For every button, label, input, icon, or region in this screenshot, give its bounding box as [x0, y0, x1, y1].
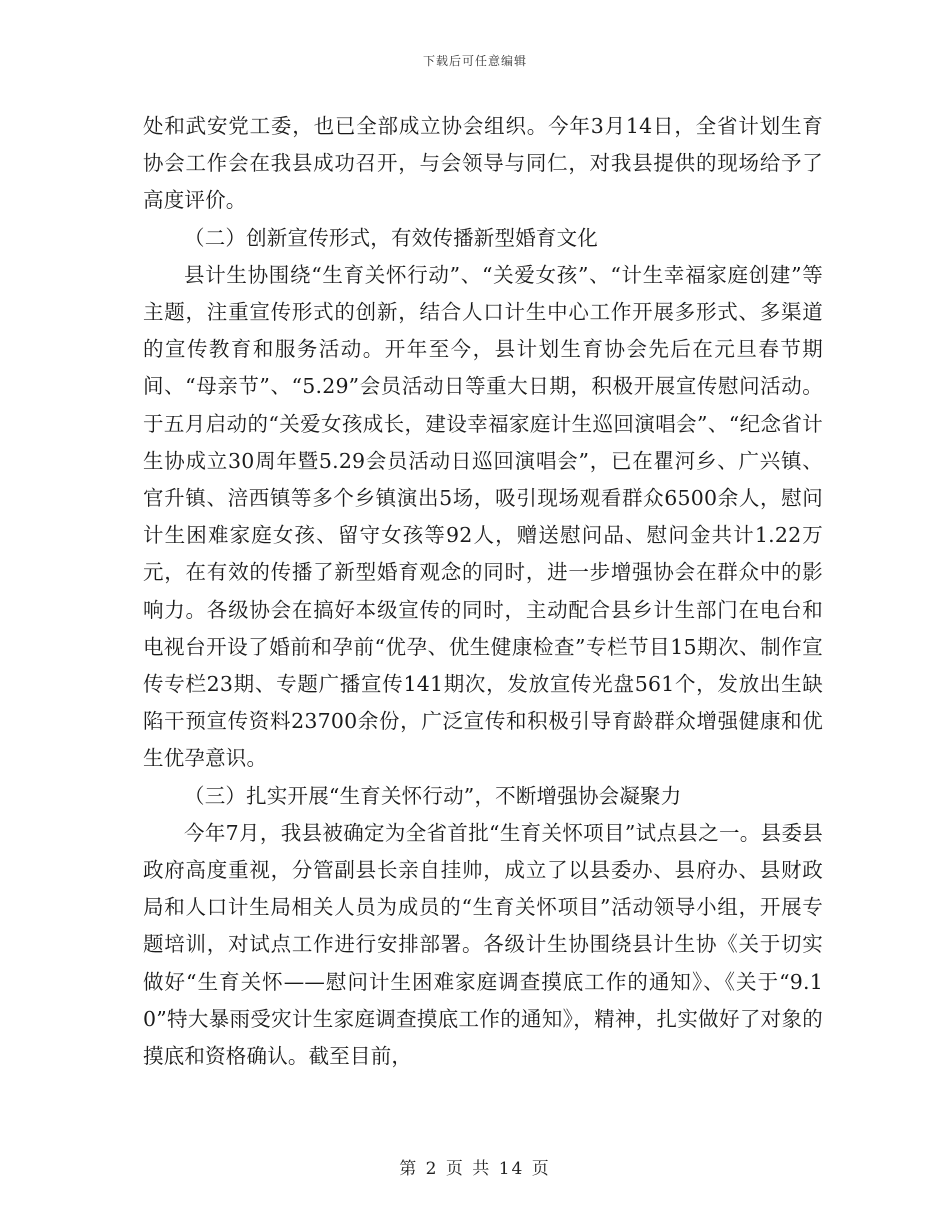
paragraph-1: 处和武安党工委，也已全部成立协会组织。今年3月14日，全省计划生育协会工作会在我县成功召开，与会领导与同仁，对我县提供的现场给予了高度评价。	[143, 114, 823, 213]
page-footer: 第 2 页 共 14 页	[399, 1159, 551, 1179]
paragraph-3: 县计生协围绕“生育关怀行动”、“关爱女孩”、“计生幸福家庭创建”等主题，注重宣传形式的创新，结合人口计生中心工作开展多形式、多渠道的宣传教育和服务活动。开年至今，县计划生育协会先后在元旦春节期间、“母亲节”、“5.29”会员活动日等重大日期，积极开展宣传慰问活动。于五月启动的“关爱女孩成长，建设幸福家庭计生巡回演唱会”、“纪念省计生协成立30周年暨5.29会员活动日巡回演唱会”，已在瞿河乡、广兴镇、官升镇、涪西镇等多个乡镇演出5场，吸引现场观看群众6500余人，慰问计生困难家庭女孩、留守女孩等92人，赠送慰问品、慰问金共计1.22万元，在有效的传播了新型婚育观念的同时，进一步增强协会在群众中的影响力。各级协会在搞好本级宣传的同时，主动配合县乡计生部门在电台和电视台开设了婚前和孕前“优孕、优生健康检查”专栏节目15期次、制作宣传专栏23期、专题广播宣传141期次，发放宣传光盘561个，发放出生缺陷干预宣传资料23700余份，广泛宣传和积极引导育龄群众增强健康和优生优孕意识。	[143, 262, 823, 771]
paragraph-5: 今年7月，我县被确定为全省首批“生育关怀项目”试点县之一。县委县政府高度重视，分管副县长亲自挂帅，成立了以县委办、县府办、县财政局和人口计生局相关人员为成员的“生育关怀项目”活动领导小组，开展专题培训，对试点工作进行安排部署。各级计生协围绕县计生协《关于切实做好“生育关怀——慰问计生困难家庭调查摸底工作的通知》、《关于“9.10”特大暴雨受灾计生家庭调查摸底工作的通知》，精神，扎实做好了对象的摸底和资格确认。截至目前，	[143, 820, 823, 1069]
document-body	[143, 108, 823, 1075]
page-header: 下载后可任意编辑	[422, 54, 527, 68]
section-heading-3: （三）扎实开展“生育关怀行动”，不断增强协会凝聚力	[184, 783, 682, 808]
section-heading-2: （二）创新宣传形式，有效传播新型婚育文化	[184, 225, 598, 250]
